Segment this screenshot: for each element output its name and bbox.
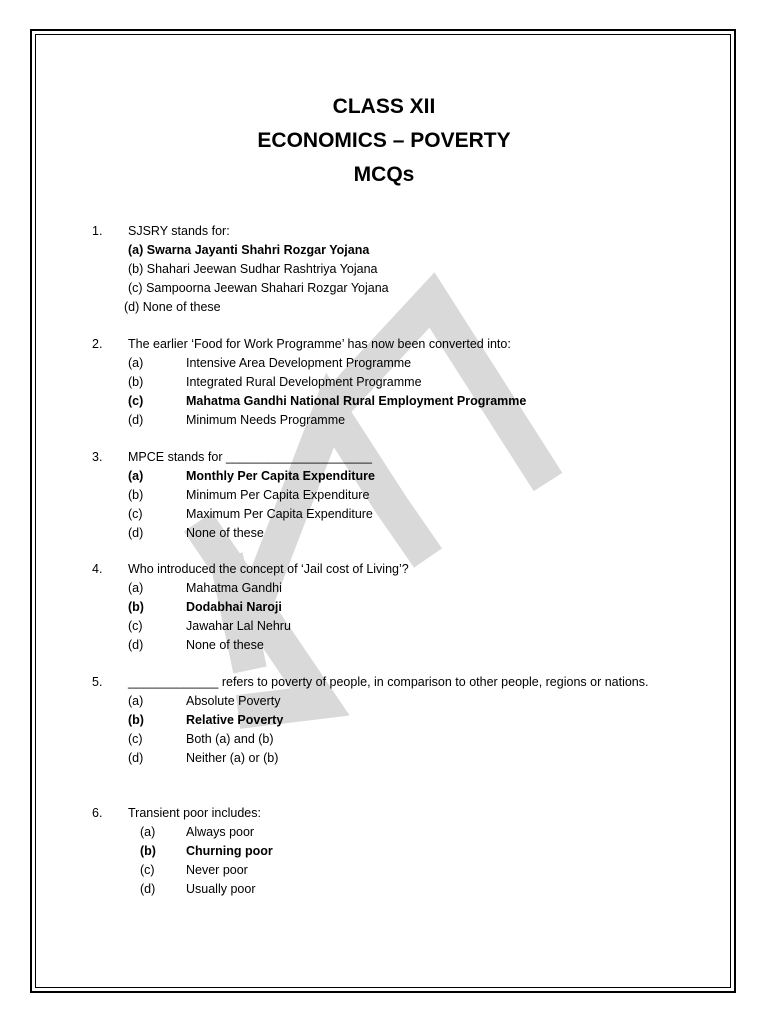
question-4 <box>0 560 768 655</box>
question-6 <box>0 804 768 899</box>
option-c <box>0 730 768 749</box>
option-letter: (b) <box>128 375 144 389</box>
option-letter: (a) <box>128 356 144 370</box>
option-letter: (a) <box>140 825 156 839</box>
option-a <box>0 579 768 598</box>
question-number: 2. <box>92 337 103 351</box>
option-c <box>0 617 768 636</box>
option-letter: (a) <box>128 694 144 708</box>
option-letter: (d) <box>140 882 156 896</box>
option-letter: (d) <box>124 300 140 314</box>
option-d <box>0 524 768 543</box>
option-d <box>0 880 768 899</box>
option-text: Churning poor <box>186 844 273 858</box>
option-a-correct <box>0 241 768 260</box>
question-text: SJSRY stands for: <box>128 224 230 238</box>
option-c <box>0 861 768 880</box>
option-letter: (c) <box>128 281 143 295</box>
option-letter: (a) <box>128 469 144 483</box>
option-a-correct <box>0 467 768 486</box>
option-b-correct <box>0 598 768 617</box>
option-letter: (d) <box>128 751 144 765</box>
option-b <box>0 260 768 279</box>
question-number: 4. <box>92 562 103 576</box>
option-letter: (d) <box>128 413 144 427</box>
question-text: MPCE stands for _____________________ <box>128 450 372 464</box>
option-letter: (b) <box>140 844 156 858</box>
option-letter: (d) <box>128 638 144 652</box>
option-text: Jawahar Lal Nehru <box>186 619 291 633</box>
option-c <box>0 279 768 298</box>
option-text: Monthly Per Capita Expenditure <box>186 469 375 483</box>
question-1 <box>0 222 768 317</box>
option-text: Never poor <box>186 863 248 877</box>
option-letter: (c) <box>140 863 155 877</box>
option-text: Usually poor <box>186 882 256 896</box>
option-b-correct <box>0 842 768 861</box>
option-letter: (d) <box>128 526 144 540</box>
option-text: Minimum Needs Programme <box>186 413 346 427</box>
question-text: Transient poor includes: <box>128 806 261 820</box>
option-text: Neither (a) or (b) <box>186 751 279 765</box>
option-text: Relative Poverty <box>186 713 284 727</box>
question-3 <box>0 448 768 543</box>
question-2 <box>0 335 768 430</box>
option-letter: (b) <box>128 262 144 276</box>
option-letter: (b) <box>128 600 144 614</box>
option-letter: (c) <box>128 507 143 521</box>
option-text: None of these <box>142 300 221 314</box>
document-header <box>0 90 768 192</box>
option-letter: (a) <box>128 581 144 595</box>
option-letter: (b) <box>128 488 144 502</box>
option-a <box>0 823 768 842</box>
option-text: Shahari Jeewan Sudhar Rashtriya Yojana <box>146 262 378 276</box>
option-text: Minimum Per Capita Expenditure <box>186 488 370 502</box>
option-a <box>0 692 768 711</box>
option-d <box>0 636 768 655</box>
question-5 <box>0 673 768 768</box>
option-text: Absolute Poverty <box>186 694 281 708</box>
option-text: Dodabhai Naroji <box>186 600 282 614</box>
option-c <box>0 505 768 524</box>
section-title: MCQs <box>353 163 415 186</box>
question-number: 1. <box>92 224 103 238</box>
option-text: Always poor <box>186 825 255 839</box>
option-d <box>0 749 768 768</box>
option-text: Integrated Rural Development Programme <box>186 375 422 389</box>
option-letter: (c) <box>128 394 144 408</box>
question-text: The earlier ‘Food for Work Programme’ has now been converted into: <box>128 337 511 351</box>
question-text: _____________ refers to poverty of people, in comparison to other people, regions or nations. <box>128 675 649 689</box>
question-number: 3. <box>92 450 103 464</box>
option-letter: (c) <box>128 619 143 633</box>
option-text: Both (a) and (b) <box>186 732 274 746</box>
subject-title: ECONOMICS – POVERTY <box>257 129 511 152</box>
option-c-correct <box>0 392 768 411</box>
option-text: Mahatma Gandhi National Rural Employment Programme <box>186 394 527 408</box>
option-text: None of these <box>186 638 264 652</box>
option-b <box>0 486 768 505</box>
option-letter: (c) <box>128 732 143 746</box>
option-b <box>0 373 768 392</box>
option-letter: (a) <box>128 243 144 257</box>
option-text: Mahatma Gandhi <box>186 581 282 595</box>
option-b-correct <box>0 711 768 730</box>
option-text: None of these <box>186 526 264 540</box>
option-a <box>0 354 768 373</box>
option-d <box>0 411 768 430</box>
class-title: CLASS XII <box>332 95 436 118</box>
option-text: Swarna Jayanti Shahri Rozgar Yojana <box>146 243 370 257</box>
option-letter: (b) <box>128 713 144 727</box>
option-text: Maximum Per Capita Expenditure <box>186 507 373 521</box>
option-text: Intensive Area Development Programme <box>186 356 412 370</box>
question-number: 5. <box>92 675 103 689</box>
question-text: Who introduced the concept of ‘Jail cost of Living’? <box>128 562 409 576</box>
option-text: Sampoorna Jeewan Shahari Rozgar Yojana <box>146 281 389 295</box>
question-number: 6. <box>92 806 103 820</box>
option-d <box>0 298 768 317</box>
